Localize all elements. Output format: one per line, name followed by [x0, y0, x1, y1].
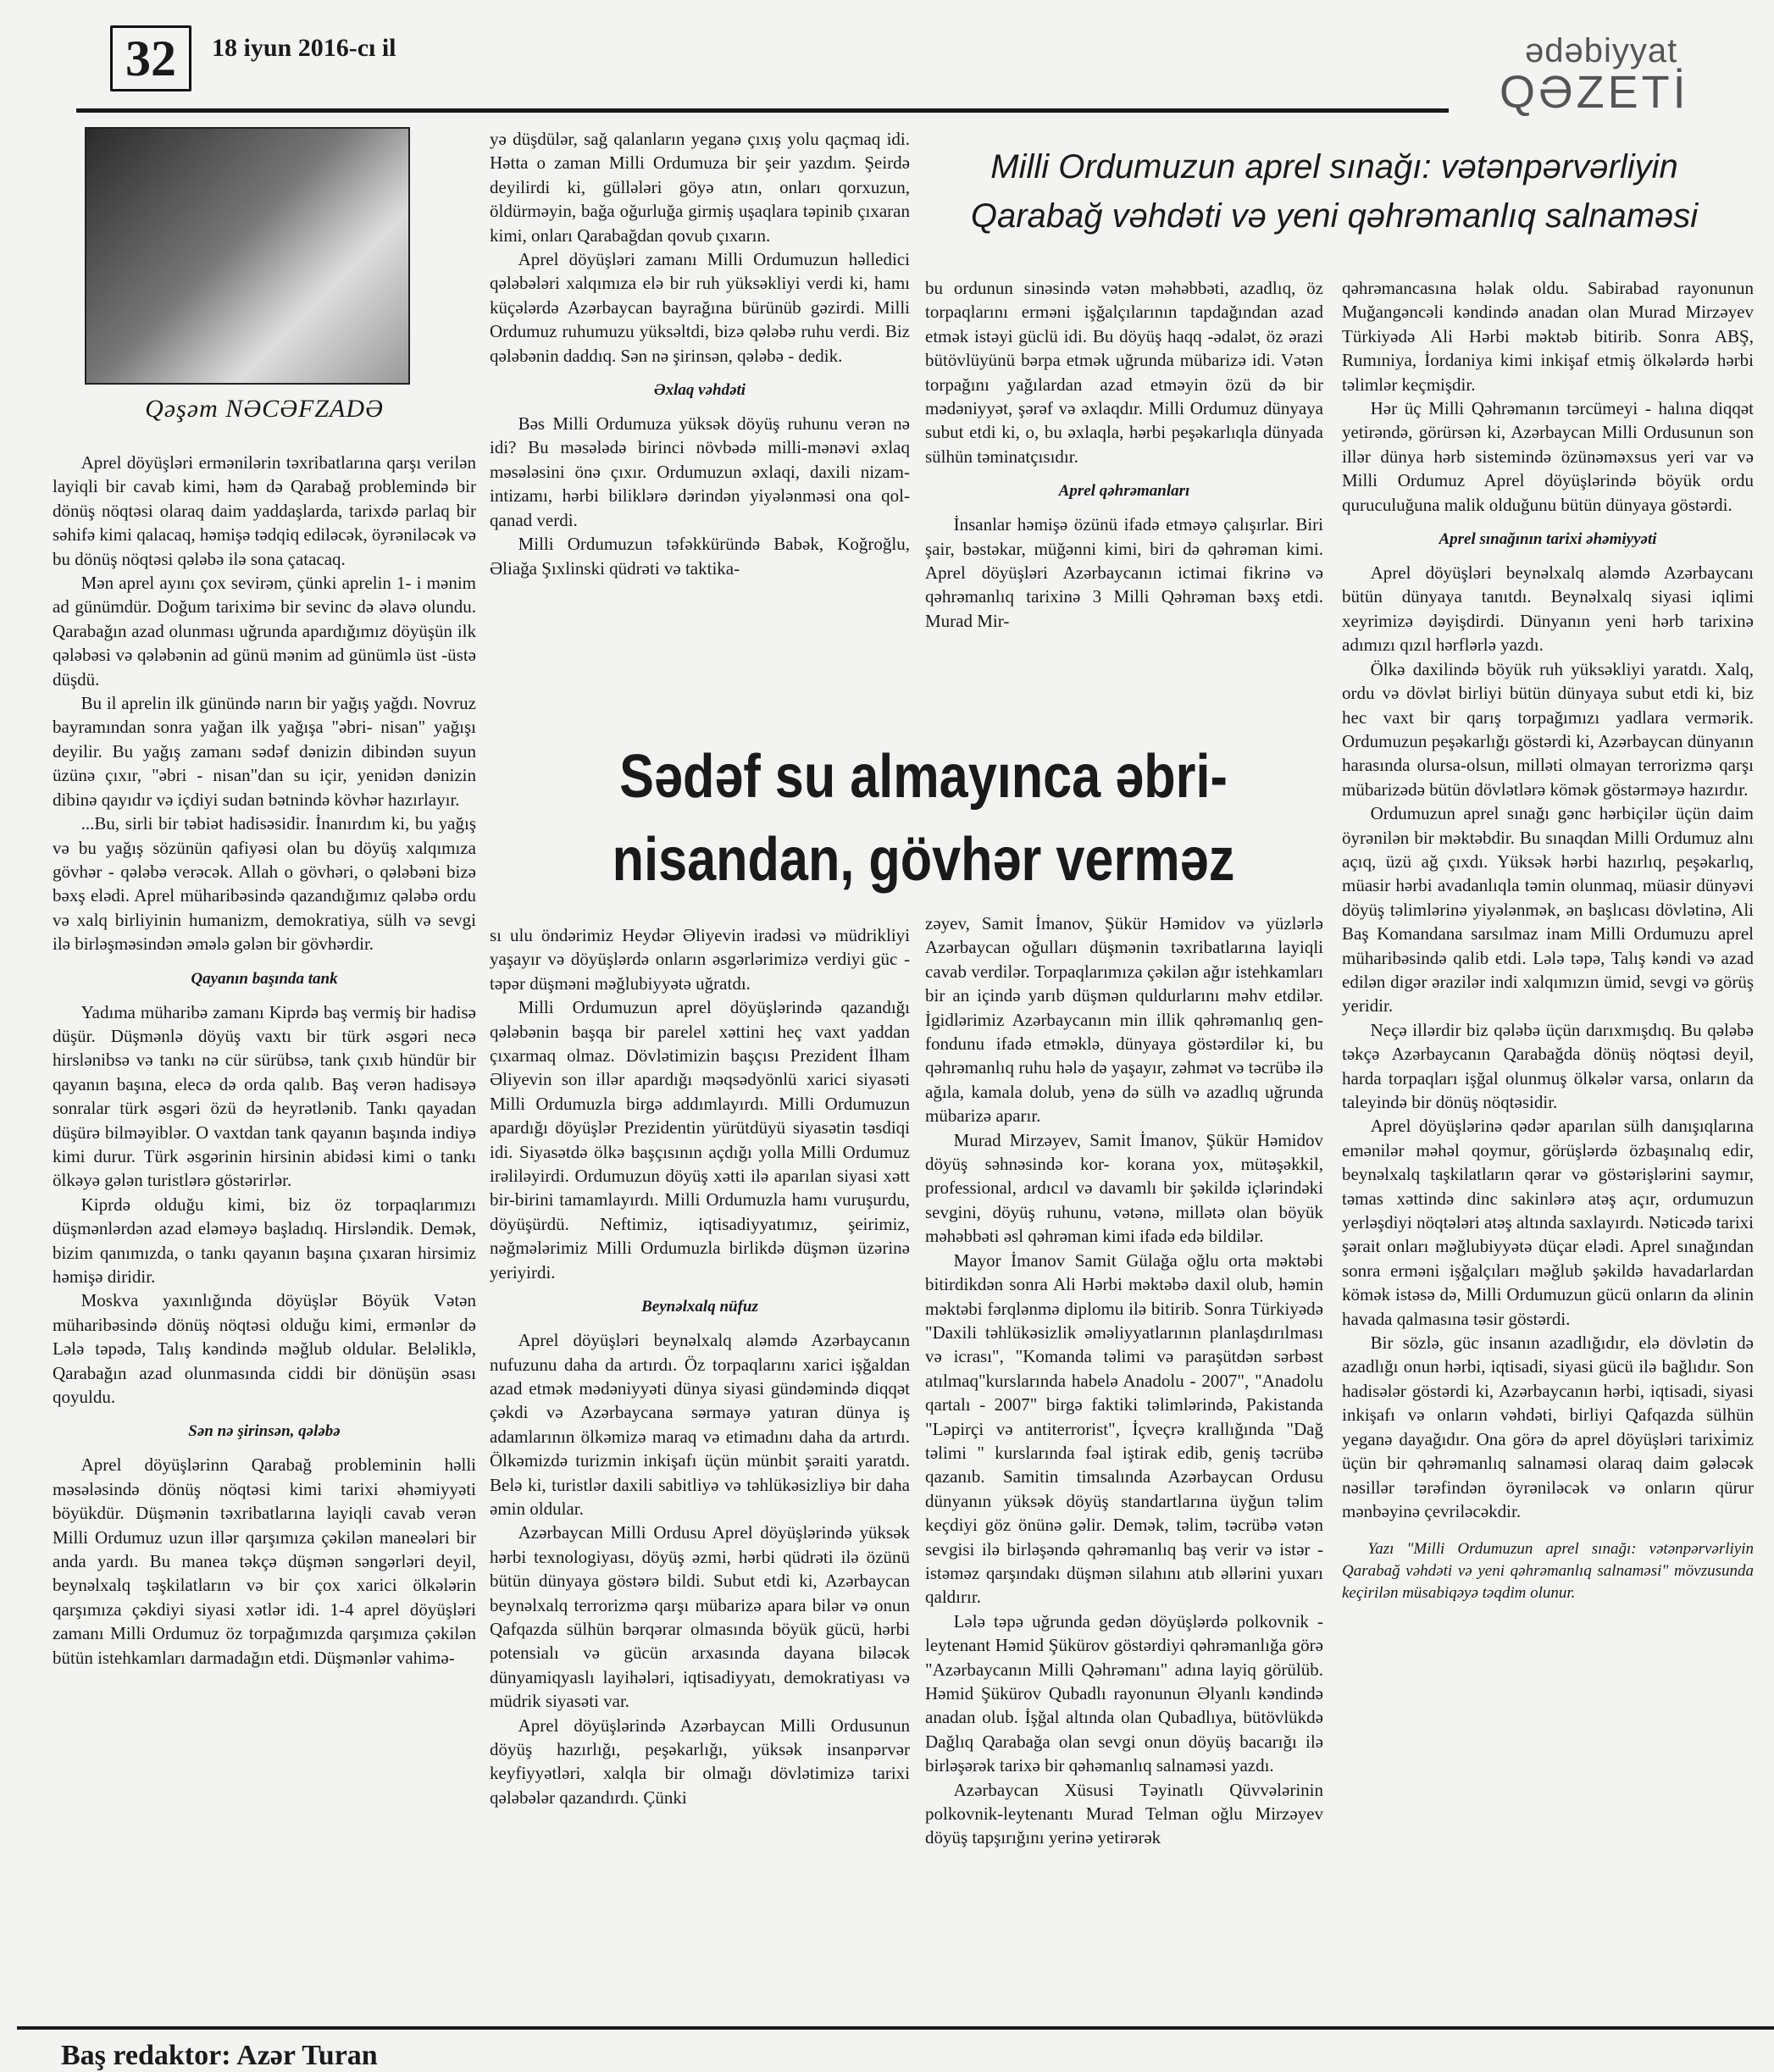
paragraph: Milli Ordumuzun aprel döyüşlərində qazandığı qələbənin başqa bir parelel xəttini heç vaxt yaddan çıxarmaq olmaz. Dövlətimizin başçısı Prezident İlham Əliyevin son illər apardığı məqsədyönlü xarici siyasəti Milli Ordumuzla birgə addımlayırdı. Milli Ordumuzun apardığı döyüşlər Prezidentin yürütdüyü siyasətin təsdiqi idi. Siyasətdə ölkə başçısının açdığı yolla Milli Ordumuz irəliləyirdi. Ordumuzun döyüş xətti ilə aparılan siyasi xətt bir-birini tamamlayırdı. Milli Ordumuzla hamı vuruşurdu, döyüşürdü. Neftimiz, iqtisadiyyatımız, şeirimiz, nəğmələrimiz Milli Ordumuzla birlikdə düşmən üzərinə yeriyirdi. — [490, 997, 910, 1283]
paragraph: Lələ təpə uğrunda gedən döyüşlərdə polkovnik - leytenant Həmid Şükürov göstərdiyi qəhrəmanlığa görə "Azərbaycanın Milli Qəhrəmanı" adına layiq görülüb. Həmid Şükürov Qubadlı rayonunun Əlyanlı kəndində anadan olub. İşğal altında olan Qubadlıya, bütövlükdə Dağlıq Qarabağa olan sevgi onun döyüş bacarığı ilə birləşərək tarixə bir qəhəmanlıq salnaməsi yazdı. — [925, 1610, 1323, 1776]
paragraph: Bu il aprelin ilk günündə narın bir yağış yağdı. Novruz bayramından sonra yağan ilk yağışa "əbri- nisan" yağışı deyilir. Bu yağış zamanı sədəf dənizin dibindən suyun üzünə çıxır, "əbri - nisan"dan su içir, yenidən dənizin dibinə qayıdır və içdiyi sudan bətnində kövhər hazırlayır. — [53, 693, 476, 810]
column-1 — [53, 451, 476, 1670]
paragraph: zəyev, Samit İmanov, Şükür Həmidov və yüzlərlə Azərbaycan oğulları düşmənin təxribatlarına layiqli cavab verdilər. Torpaqlarımıza çəkilən ağır istehkamları bir an içində yarıb düşmən quldurlarını məhv etdilər. İgidlərimiz Azərbaycanın min illik qəhrəmanlıq gen- fondunu ifadə etməklə, dünyaya göstərdilər ki, bu qəhrəmanlıq ruhu hələ də yaşayır, zəhmət və təcrübə ilə ağıla, kamala dolub, yenə də sülh və azadlıq uğrunda mübarizə aparır. — [925, 913, 1323, 1127]
paragraph: yə düşdülər, sağ qalanların yeganə çıxış yolu qaçmaq idi. Hətta o zaman Milli Ordumuza bir şeir yazdım. Şeirdə deyilirdi ki, güllələri göyə atın, onları qorxuzun, öldürməyin, bağa oğurluğa girmiş uşaqlara təpinib çıxaran kimi, onları Qarabağdan qovub çıxarın. — [490, 129, 910, 246]
paragraph: Azərbaycan Xüsusi Təyinatlı Qüvvələrinin polkovnik-leytenantı Murad Telman oğlu Mirzəyev döyüş tapşırığını yerinə yetirərək — [925, 1779, 1323, 1848]
logo-line2: QƏZETİ — [1500, 67, 1689, 118]
submission-note: Yazı "Milli Ordumuzun aprel sınağı: vətənpərvərliyin Qarabağ vəhdəti və yeni qəhrəmanlıq salnaməsi" mövzusunda keçirilən müsabiqəyə təqdim olunur. — [1342, 1540, 1754, 1603]
footer-rule — [17, 2026, 1774, 2030]
subheading: Sən nə şirinsən, qələbə — [188, 1422, 341, 1441]
paragraph: Bəs Milli Ordumuza yüksək döyüş ruhunu verən nə idi? Bu məsələdə birinci növbədə milli-mənəvi əxlaq məsələsini önə çıxır. Ordumuzun əxlaqi, daxili nizam-intizamı, hərbi biliklərə dərindən yiyələnməsi ona qol-qanad verdi. — [490, 413, 910, 530]
subheading: Qayanın başında tank — [191, 969, 338, 988]
author-photo — [85, 127, 410, 385]
headline: Sədəf su almayınca əbri-nisandan, gövhər verməz — [612, 743, 1235, 894]
paragraph: Kiprdə olduğu kimi, biz öz torpaqlarımızı düşmənlərdən azad eləməyə başladıq. Hirsləndik. Demək, bizim qanımızda, o tankı qayanın başına çıxaran hirsimiz həmişə diridir. — [53, 1194, 476, 1287]
paragraph: qəhrəmancasına həlak oldu. Sabirabad rayonunun Muğangəncəli kəndində anadan olan Murad Mirzəyev Türkiyədə Ali Hərbi məktəb bitirib. Sonra ABŞ, Rumıniya, İordaniya kimi inkişaf etmiş ölkələrdə hərbi təlimlər keçmişdir. — [1342, 278, 1754, 395]
column-2-top — [490, 127, 910, 580]
column-4 — [1342, 276, 1754, 1604]
paragraph: Mən aprel ayını çox sevirəm, çünki aprelin 1- i mənim ad günümdür. Doğum tariximə bir sevinc də əlavə olundu. Qarabağın azad olunması uğrunda apardığımız döyüşün ilk qələbəsi və qələbənin ad günü mənim ad günümlə üst -üstə düşdü. — [53, 573, 476, 690]
paragraph: Aprel döyüşləri beynəlxalq aləmdə Azərbaycanın nufuzunu daha da artırdı. Öz torpaqlarını xarici işğaldan azad etmək mədəniyyəti dünya siyasi gündəmində diqqət çəkdi və Azərbaycana sərmayə yatıran dünya iş adamlarının ölkəmizə maraq və etimadını daha da artırdı. Ölkəmizdə turizmin inkişafı üçün münbit şəraiti yaratdı. Belə ki, turistlər daxili sabitliyə və təhlükəsizliyə bir daha əmin oldular. — [490, 1330, 910, 1519]
subheading: Aprel sınağının tarixi əhəmiyyəti — [1439, 530, 1657, 549]
paragraph: Aprel döyüşlərində Azərbaycan Milli Ordusunun döyüş hazırlığı, peşəkarlığı, yüksək insanpərvər keyfiyyətləri, xalqla bir olmağı dövlətimizə tarixi qələbələr qazandırdı. Çünki — [490, 1715, 910, 1808]
paragraph: Azərbaycan Milli Ordusu Aprel döyüşlərində yüksək hərbi texnologiyası, döyüş əzmi, hərbi qüdrəti ilə özünü bütün dünyaya göstərə bildi. Subut etdi ki, Azərbaycan beynəlxalq terrorizmə qarşı mübarizə apara bilər və onun Qafqazda sülhün bərqərar olmasında böyük gücü, hərbi potensialı və gücün arxasında dayana biləcək dünyamiqyaslı layihələri, iqtisadiyyatı, demokratiyası və müdrik siyasəti var. — [490, 1522, 910, 1712]
paragraph: Ordumuzun aprel sınağı gənc hərbiçilər üçün daim öyrənilən bir məktəbdir. Bu sınaqdan Milli Ordumuz alnı açıq, üzü ağ çıxdı. Yüksək hərbi hazırlıq, peşəkarlıq, müasir hərbi avadanlıqla təmin olunmaq, müasir dünyəvi döyüş təlimlərinə yiyələnmək, ən başlıcası dövlətinə, Ali Baş Komandana sarsılmaz inam Milli Ordumuzu aprel müharibəsində qalib etdi. Lələ təpə, Talış kəndi və azad edilən digər ərazilər indi xalqımızın ümid, sevgi və görüş yeridir. — [1342, 803, 1754, 1017]
paragraph: sı ulu öndərimiz Heydər Əliyevin iradəsi və müdrikliyi yaşayır və döyüşlərdə onların əsgərlərimizə verdiyi güc - təpər düşməni məğlubiyyətə uğratdı. — [490, 925, 910, 994]
paragraph: Bir sözlə, güc insanın azadlığıdır, elə dövlətin də azadlığı onun hərbi, iqtisadi, siyasi gücü ilə bağlıdır. Son hadisələr göstərdi ki, Azərbaycanın hərbi, iqtisadi, siyasi inkişafı və onların vəhdəti, birliyi Qafqazda sülhün yeganə dayağıdır. Ona görə də aprel döyüşləri tarixi̇miz üçün bir qəhrəmanlıq salnaməsi olaraq daim gələcək nəsillər tərəfindən öyrəniləcək və onların qürur mənbəyinə çevriləcəkdir. — [1342, 1332, 1754, 1521]
paragraph: ...Bu, sirli bir təbiət hadisəsidir. İnanırdım ki, bu yağış və bu yağış sözünün qafiyəsi olan bu döyüş xalqımıza gövhər - qələbə verəcək. Allah o gövhəri, o qələbəni bizə bəxş elədi. Aprel müharibəsində qazandığımız qələbə ordu və xalq birliyinin humanizm, demokratiya, sülh və sevgi ilə birləşməsindən əmələ gələn bir gövhərdir. — [53, 813, 476, 955]
paragraph: Yadıma müharibə zamanı Kiprdə baş vermiş bir hadisə düşür. Düşmənlə döyüş vaxtı bir türk əsgəri necə hirslənibsə və tankı nə cür sürübsə, tank çıxıb hündür bir qayanın başına, elecə də orda qalıb. Baş verən hadisəyə sonralar türk əsgəri özü də heyrətlənib. Tankı qayadan düşürə bilməyiblər. O vaxtdan tank qayanın başında indiyə kimi durur. Türk əsgərinin hirsinin abidəsi kimi o tankı ölkəyə gələn turistlərə göstərirlər. — [53, 1001, 476, 1191]
subheading: Aprel qəhrəmanları — [1058, 482, 1190, 501]
paragraph: bu ordunun sinəsində vətən məhəbbəti, azadlıq, öz torpaqlarını erməni işğalçılarının tapdağından azad etmək istəyi güclü idi. Bu döyüş haqq -ədalət, öz ərazi bütövlüyünü bərpa etmək uğrunda mübarizə idi. Vətən torpağını yağılardan azad etməyin özü də bir mədəniyyət, şərəf və əxlaqdır. Milli Ordumuz dünyaya subut etdi ki, o, bu əxlaqla, hərbi peşəkarlıqla dünyada sülhün təminatçısıdır. — [925, 278, 1323, 467]
paragraph: Aprel döyüşlərinn Qarabağ probleminin həlli məsələsində dönüş nöqtəsi kimi tarixi əhəmiyyəti böyükdür. Düşmənin təxribatlarına layiqli cavab verən Milli Ordumuz uzun illər qarşımıza çəkilən maneələri bir anda yardı. Bu manea təkçə düşmən səngərləri deyil, beynəlxalq təşkilatların və bir çox xarici ölkələrin qarşımıza çəkdiyi siyasi xətlər idi. 1-4 aprel döyüşləri zamanı Milli Ordumuz öz torpağımızda qarşımıza çəkilən bütün istehkamları darmadağın etdi. Düşmənlər vahimə- — [53, 1454, 476, 1668]
paragraph: Ölkə daxilində böyük ruh yüksəkliyi yaratdı. Xalq, ordu və dövlət birliyi bütün dünyaya subut etdi ki, biz hec vaxt bir qarış torpağımızı yadlara vermərik. Ordumuzun peşəkarlığı göstərdi ki, Azərbaycan dünyanın harasında olursa-olsun, milləti olmayan terrorizmə qarşı mübarizədə bütün dövlətlərə kömək göstərməyə hazırdır. — [1342, 658, 1754, 800]
page-number: 32 — [110, 25, 191, 91]
newspaper-logo — [1457, 32, 1737, 125]
author-name: Qəşəm NƏCƏFZADƏ — [145, 395, 384, 423]
paragraph: Aprel döyüşləri ermənilərin təxribatlarına qarşı verilən layiqli bir cavab kimi, həm də Qarabağ problemində bir dönüş nöqtəsi olaraq daim yaddaşlarda, tarixdə parlaq bir səhifə kimi qalacaq, həmişə tədqiq ediləcək, öyrəniləcək və bu dönüş nöqtəsi qələbə ilə sona çatacaq. — [53, 452, 476, 569]
paragraph: Aprel döyüşlərinə qədər aparılan sülh danışıqlarına emənilər məhəl qoymur, görüşlərdə özbaşınalıq edir, beynəlxalq taşkilatların qərar və göstərişlərini saymır, təmas xəttində dinc sakinlərə atəş açır, ordumuzun yerləşdiyi nöqtələri atəş altında saxlayırdı. Nəticədə tarixi şərait onları məğlubiyyətə düçar elədi. Aprel sınağından sonra erməni işğalçıları məğlub şəkildə havadarlardan kömək istəsə də, Milli Ordumuzun gücü onların da əlinin havada qalmasına təsir göstərdi. — [1342, 1116, 1754, 1329]
column-2-bottom — [490, 923, 910, 1809]
article-title: Milli Ordumuzun aprel sınağı: vətənpərvərliyin Qarabağ vəhdəti və yeni qəhrəmanlıq salnaməsi — [970, 148, 1699, 235]
paragraph: Aprel döyüşləri zamanı Milli Ordumuzun həlledici qələbələri xalqımıza elə bir ruh yüksəkliyi verdi ki, hamı küçələrdə Azərbaycan bayrağına bürünüb gəzirdi. Milli Ordumuz ruhumuzu yüksəltdi, bizə qələbə ruhu verdi. Biz qələbənin daddıq. Sən nə şirinsən, qələbə - dedik. — [490, 249, 910, 366]
paragraph: İnsanlar həmişə özünü ifadə etməyə çalışırlar. Biri şair, bəstəkar, müğənni kimi, biri də qəhrəman kimi. Aprel döyüşləri Azərbaycanın ictimai fikrinə və qəhrəmanlıq tarixinə 3 Milli Qəhrəman bəxş etdi. Murad Mir- — [925, 514, 1323, 631]
logo-line1: ədəbiyyat — [1525, 32, 1678, 69]
paragraph: Moskva yaxınlığında döyüşlər Böyük Vətən müharibəsində dönüş nöqtəsi olduğu kimi, ermənlər də Lələ təpədə, Talış kəndində məğlub oldular. Beləliklə, Qarabağın azad olunmasında ciddi bir dönüşün əsası qoyuldu. — [53, 1290, 476, 1408]
header-rule — [76, 108, 1449, 113]
column-3-bottom — [925, 911, 1323, 1850]
paragraph: Murad Mirzəyev, Samit İmanov, Şükür Həmidov döyüş səhnəsində kor- korana yox, mütəşəkkil, professional, ardıcıl və davamlı bir şəkildə içlərindəki sevgini, döyüş ruhunu, vətənə, millətə olan böyük məhəbbəti əsl qəhrəman kimi ifadə edə bildilər. — [925, 1129, 1323, 1247]
issue-date: 18 iyun 2016-cı il — [212, 34, 396, 62]
paragraph: Neçə illərdir biz qələbə üçün darıxmışdıq. Bu qələbə təkçə Azərbaycanın Qarabağda dönüş nöqtəsi deyil, harda torpaqları işğal olunmuş ölkələr varsa, onların da taleyində bir dönüş nöqtəsidir. — [1342, 1019, 1754, 1112]
paragraph: Milli Ordumuzun təfəkküründə Babək, Koğroğlu, Əliağa Şıxlinski qüdrəti və taktika- — [490, 534, 910, 579]
subheading: Beynəlxalq nüfuz — [641, 1298, 758, 1316]
column-3-top — [925, 276, 1323, 633]
paragraph: Mayor İmanov Samit Gülağa oğlu orta məktəbi bitirdikdən sonra Ali Hərbi məktəbə daxil olub, həmin məktəbi fərqlənmə diplomu ilə bitirib. Sonra Türkiyədə "Daxili təhlükəsizlik əməliyyatlarının planlaşdırılması və icrası", "Komanda təlimi və paraşütdən sərbəst atılmaq"kurslarında habelə Anadolu - 2007", "Anadolu qartalı - 2007" birgə faktiki təlimlərində, Pakistanda "Ləpirçi və antiterrorist", İçveçrə krallığında "Dağ təlimi " kurslarında fəal iştirak edib, geniş təcrübə qazanıb. Samitin timsalında Azərbaycan Ordusu dünyanın yüksək döyüş standartlarına üyğun təlim keçdiyi göz önünə gəlir. Demək, təlim, təcrübə vətən sevgisi ilə birləşəndə qəhrəmanlıq baş verir və istər - istəməz qarşındakı düşmən silahını atıb əllərini yuxarı qaldırır. — [925, 1249, 1323, 1608]
subheading: Əxlaq vəhdəti — [653, 381, 746, 400]
paragraph: Hər üç Milli Qəhrəmanın tərcümeyi - halına diqqət yetirəndə, görürsən ki, Azərbaycan Milli Ordusunun son illər dünya hərb sistemində özünəməxsus yeri var və Milli Ordumuz Aprel döyüşlərində böyük ordu quruculuğuna malik olduğunu bütün dünyaya göstərdi. — [1342, 398, 1754, 515]
paragraph: Aprel döyüşləri beynəlxalq aləmdə Azərbaycanı bütün dünyaya tanıtdı. Beynəlxalq siyasi iqlimi xeyrimizə dəyişdirdi. Dünyanın yeni hərb tarixinə adımızı qızıl hərflərlə yazdı. — [1342, 562, 1754, 656]
editor-credit: Baş redaktor: Azər Turan — [61, 2040, 378, 2071]
